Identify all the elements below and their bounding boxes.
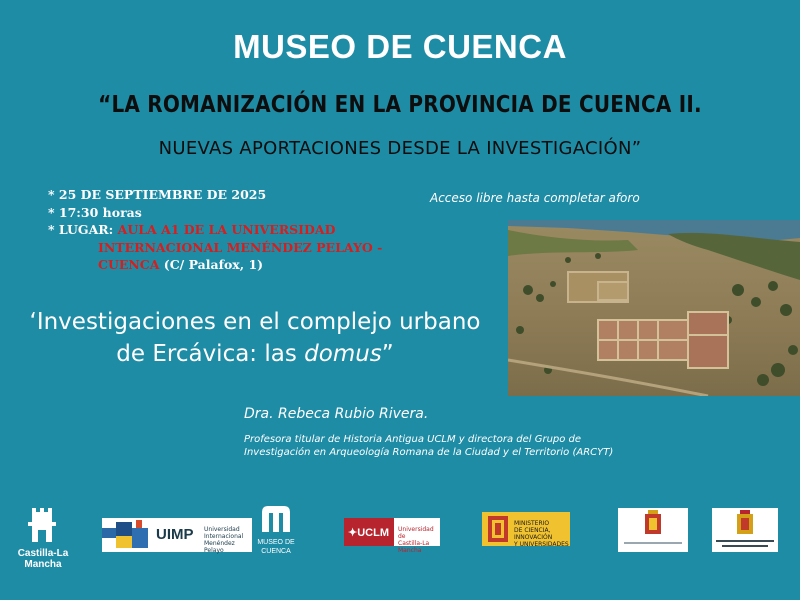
lecture-title-suffix: ” — [381, 341, 394, 367]
site-aerial-photo — [508, 220, 800, 396]
logo-ministerio — [482, 512, 570, 546]
logo-museo-cuenca — [254, 502, 298, 564]
lecture-title — [0, 306, 510, 370]
page-title: MUSEO DE CUENCA — [233, 28, 567, 65]
municipal-crest-icon — [712, 508, 778, 552]
logo-museo-label — [254, 538, 298, 556]
municipal-shield-icon — [618, 508, 688, 552]
speaker-name: Dra. Rebeca Rubio Rivera. — [244, 406, 429, 422]
logo-uclm-label: ✦UCLM — [348, 527, 389, 539]
uclm-label-text: UCLM — [357, 527, 389, 539]
logo-uimp-small — [204, 526, 252, 554]
access-note: Acceso libre hasta completar aforo — [430, 191, 640, 205]
lecture-title-prefix: de Ercávica: las — [116, 341, 305, 367]
logo-castilla-la-mancha — [0, 504, 86, 570]
event-details — [48, 186, 383, 274]
logo-ministerio-label — [514, 520, 570, 548]
logo-uimp — [102, 518, 252, 552]
speaker-affiliation — [244, 433, 664, 459]
uclm-small-2: Castilla-La Mancha — [398, 540, 430, 554]
logo-clm-label: Castilla-La Mancha — [17, 548, 69, 570]
event-place-label: * LUGAR: — [48, 222, 118, 237]
aerial-photo-illustration — [508, 220, 800, 396]
logo-uimp-label: UIMP — [156, 526, 194, 543]
lecture-title-emphasis: domus — [304, 341, 382, 367]
speaker-affiliation-line-1: Profesora titular de Historia Antigua UCLM y directora del Grupo de — [244, 434, 582, 445]
event-time: * 17:30 horas — [48, 204, 142, 220]
coat-of-arms-icon — [486, 514, 510, 544]
logo-uclm — [344, 518, 440, 554]
museo-label-1: MUSEO DE — [257, 539, 295, 546]
museum-arch-icon — [254, 502, 298, 534]
event-place-line-2 — [48, 239, 383, 257]
event-place-venue-1: AULA A1 DE LA UNIVERSIDAD — [117, 222, 336, 237]
ministerio-label-3: Y UNIVERSIDADES — [514, 541, 569, 548]
uimp-mark-icon — [102, 518, 154, 552]
event-place-line-3 — [48, 256, 378, 274]
event-place-venue-3: CUENCA — [98, 257, 160, 272]
castle-icon — [0, 504, 86, 546]
lecture-title-line-1: ‘Investigaciones en el complejo urbano — [29, 309, 481, 335]
lecture-title-line-2 — [0, 338, 510, 370]
event-series-title: “LA ROMANIZACIÓN EN LA PROVINCIA DE CUENCA II. — [98, 90, 702, 118]
logo-uclm-small — [398, 526, 440, 554]
uimp-small-2: Internacional — [204, 533, 244, 540]
logo-municipality-2 — [712, 508, 778, 552]
speaker-affiliation-line-2: Investigación en Arqueología Romana de la Ciudad y el Territorio (ARCYT) — [244, 447, 614, 458]
event-address: (C/ Palafox, 1) — [159, 257, 264, 272]
event-place — [48, 221, 378, 239]
ministerio-label-1: MINISTERIO — [514, 520, 550, 527]
uimp-small-3: Menéndez Pelayo — [204, 540, 235, 554]
uimp-small-1: Universidad — [204, 526, 240, 533]
logo-municipality-1 — [618, 508, 688, 552]
event-place-venue-2: INTERNACIONAL MENÉNDEZ PELAYO - — [98, 239, 383, 255]
museo-label-2: CUENCA — [261, 548, 291, 555]
uclm-small-1: Universidad de — [398, 526, 434, 540]
event-date: * 25 DE SEPTIEMBRE DE 2025 — [48, 187, 267, 202]
sponsor-logos — [0, 498, 800, 568]
event-series-subtitle: NUEVAS APORTACIONES DESDE LA INVESTIGACIÓN” — [158, 138, 642, 159]
ministerio-label-2: DE CIENCIA, INNOVACIÓN — [514, 527, 553, 541]
